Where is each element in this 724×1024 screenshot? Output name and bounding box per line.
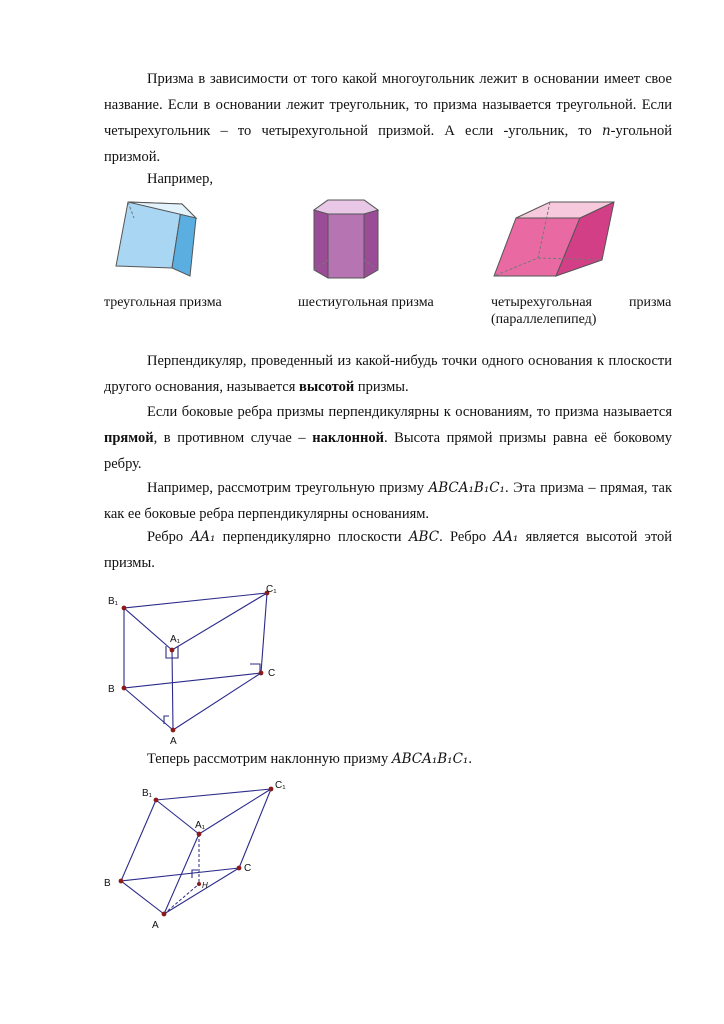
paragraph-edge-height: Ребро AA₁ перпендикулярно плоскости ABC. Ребро AA₁ является высотой этой призмы. bbox=[104, 529, 673, 571]
label-A: A bbox=[170, 736, 177, 747]
oblique-prism-diagram bbox=[102, 780, 302, 940]
label-H: H bbox=[202, 881, 208, 890]
paragraph-height-definition: Перпендикуляр, проведенный из какой-нибудь точки одного основания к плоскости другого основания, называется высотой призмы. bbox=[104, 353, 672, 395]
parallelepiped-image bbox=[490, 196, 620, 280]
label-C: C bbox=[268, 668, 276, 679]
paragraph-example-right-prism: Например, рассмотрим треугольную призму ABCA₁B₁C₁. Эта призма – прямая, так как ее боковые ребра перпендикулярны основаниям. bbox=[104, 480, 673, 522]
paragraph-oblique-intro: Теперь рассмотрим наклонную призму ABCA₁B₁C₁. bbox=[147, 751, 472, 767]
label-A1: A₁ bbox=[195, 820, 206, 831]
caption-triangular-prism: треугольная призма bbox=[104, 295, 222, 310]
caption-hexagonal-prism: шестиугольная призма bbox=[298, 295, 434, 310]
label-A1: A₁ bbox=[170, 634, 181, 645]
label-C1: C₁ bbox=[275, 780, 286, 791]
caption-quad-prism: четырехугольная bbox=[491, 295, 593, 310]
label-B1: B₁ bbox=[108, 596, 119, 607]
caption-parallelepiped: (параллелепипед) bbox=[491, 312, 597, 327]
label-C: C bbox=[244, 863, 252, 874]
label-B: B bbox=[108, 684, 115, 695]
caption-quad-prism-word: призма bbox=[629, 295, 672, 310]
paragraph-prism-naming: Призма в зависимости от того какой многоугольник лежит в основании имеет свое название. Если в основании лежит треугольник, то призма называется треугольной. Если четырехугольник – то четырехугольной призмой. А если -угольник, то n-угольной призмой. bbox=[104, 71, 672, 165]
hexagonal-prism-image bbox=[306, 196, 386, 280]
label-A: A bbox=[152, 920, 159, 931]
label-B1: B₁ bbox=[142, 788, 153, 799]
label-B: B bbox=[104, 878, 111, 889]
label-C1: C₁ bbox=[266, 584, 277, 595]
right-prism-diagram bbox=[100, 584, 300, 754]
paragraph-right-oblique: Если боковые ребра призмы перпендикулярны к основаниям, то призма называется прямой, в противном случае – наклонной. Высота прямой призмы равна её боковому ребру. bbox=[104, 404, 672, 472]
triangular-prism-image bbox=[108, 196, 198, 276]
paragraph-example: Например, bbox=[147, 171, 213, 187]
